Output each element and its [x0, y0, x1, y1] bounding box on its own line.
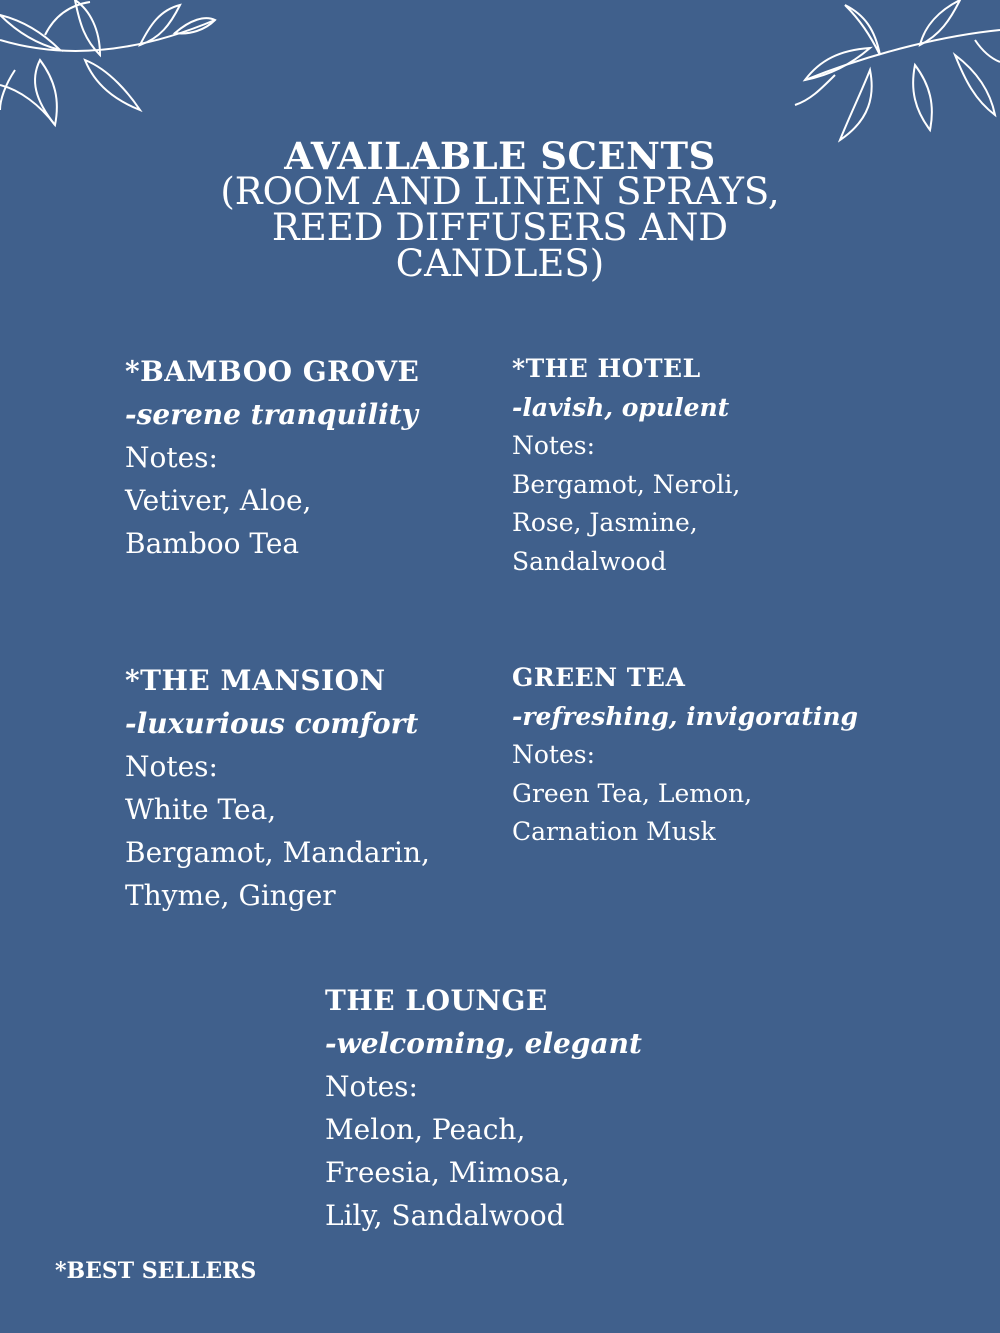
scent-description: -lavish, opulent [512, 392, 730, 422]
notes-label: Notes: [125, 750, 218, 783]
scent-description: -serene tranquility [125, 398, 418, 431]
scent-the-lounge [325, 979, 642, 1237]
scent-name: *BAMBOO GROVE [125, 355, 420, 388]
title-sub-line: REED DIFFUSERS AND [271, 206, 729, 249]
leaf-branch-icon [0, 0, 230, 140]
scent-description: -welcoming, elegant [325, 1027, 642, 1060]
notes-line: Bergamot, Neroli, [512, 469, 741, 499]
notes-line: Sandalwood [512, 546, 667, 576]
notes-line: Green Tea, Lemon, [512, 778, 753, 808]
page-title [0, 134, 1000, 285]
scent-name: THE LOUNGE [325, 984, 548, 1017]
notes-label: Notes: [125, 441, 218, 474]
notes-label: Notes: [325, 1070, 418, 1103]
notes-label: Notes: [512, 431, 596, 460]
title-sub-line: (ROOM AND LINEN SPRAYS, [220, 170, 780, 213]
scent-bamboo-grove [125, 350, 419, 565]
scent-description: -refreshing, invigorating [512, 701, 859, 731]
leaf-branch-icon [750, 0, 1000, 145]
scent-name: *THE HOTEL [512, 354, 701, 383]
notes-line: Bamboo Tea [125, 527, 300, 560]
title-sub-line: CANDLES) [395, 242, 605, 285]
scent-name: GREEN TEA [512, 663, 686, 692]
notes-line: Bergamot, Mandarin, [125, 836, 430, 869]
scent-the-mansion [125, 659, 430, 917]
notes-line: Thyme, Ginger [125, 879, 336, 912]
scent-name: *THE MANSION [125, 664, 386, 697]
scent-green-tea [512, 659, 858, 852]
notes-line: Carnation Musk [512, 817, 716, 846]
title-main: AVAILABLE SCENTS [284, 134, 716, 178]
notes-line: Freesia, Mimosa, [325, 1156, 570, 1189]
notes-line: Rose, Jasmine, [512, 508, 698, 537]
best-sellers-note: *BEST SELLERS [55, 1258, 257, 1284]
notes-line: Melon, Peach, [325, 1113, 526, 1146]
notes-label: Notes: [512, 740, 596, 769]
notes-line: Vetiver, Aloe, [125, 484, 312, 517]
scent-description: -luxurious comfort [125, 707, 419, 740]
notes-line: Lily, Sandalwood [325, 1199, 565, 1232]
scent-the-hotel [512, 350, 740, 581]
notes-line: White Tea, [125, 793, 277, 826]
